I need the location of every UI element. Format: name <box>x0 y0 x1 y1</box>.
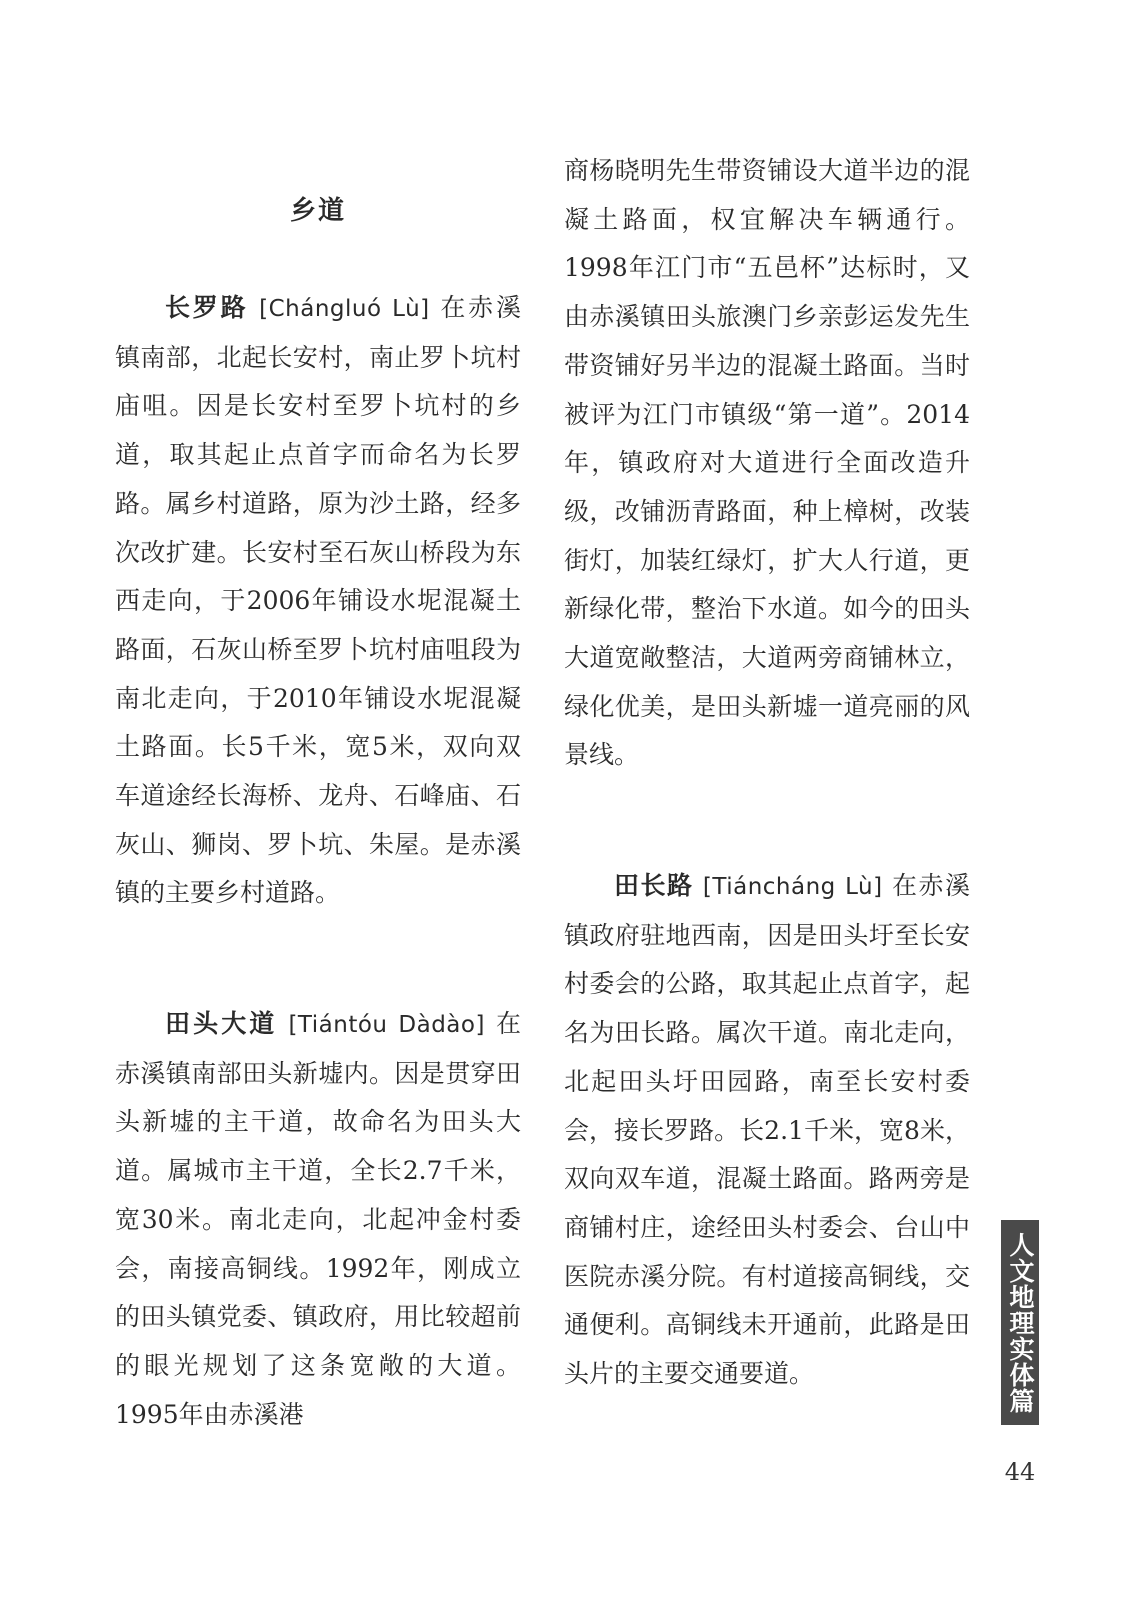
entry-name: 田头大道 <box>165 1009 278 1038</box>
entry-body: 在赤溪镇南部，北起长安村，南止罗卜坑村庙咀。因是长安村至罗卜坑村的乡道，取其起止点首字而命名为长罗路。属乡村道路，原为沙土路，经多次改扩建。长安村至石灰山桥段为东西走向，于2006年铺设水坭混凝土路面，石灰山桥至罗卜坑村庙咀段为南北走向，于2010年铺设水坭混凝土路面。长5千米，宽5米，双向双车道途经长海桥、龙舟、石峰庙、石灰山、狮岗、罗卜坑、朱屋。是赤溪镇的主要乡村道路。 <box>115 293 521 908</box>
entry-pinyin: [Chángluó Lù] <box>259 296 430 322</box>
chapter-side-tab: 人文地理实体篇 <box>1001 1220 1039 1425</box>
entry-body: 在赤溪镇南部田头新墟内。因是贯穿田头新墟的主干道，故命名为田头大道。属城市主干道，全长2.7千米，宽30米。南北走向，北起冲金村委会，南接高铜线。1992年，刚成立的田头镇党委、镇政府，用比较超前的眼光规划了这条宽敞的大道。1995年由赤溪港 <box>115 1009 521 1429</box>
entry-pinyin: [Tiáncháng Lù] <box>702 874 883 900</box>
entry-tiantou-continued <box>564 147 970 780</box>
entry-tiantou <box>115 1000 521 1439</box>
entry-pinyin: [Tiántóu Dàdào] <box>288 1012 485 1038</box>
entry-body: 在赤溪镇政府驻地西南，因是田头圩至长安村委会的公路，取其起止点首字，起名为田长路。属次干道。南北走向，北起田头圩田园路，南至长安村委会，接长罗路。长2.1千米，宽8米，双向双车道，混凝土路面。路两旁是商铺村庄，途经田头村委会、台山中医院赤溪分院。有村道接高铜线，交通便利。高铜线未开通前，此路是田头片的主要交通要道。 <box>564 871 970 1389</box>
entry-name: 田长路 <box>614 871 694 900</box>
entry-changluo <box>115 284 521 918</box>
page-number: 44 <box>1004 1458 1036 1486</box>
entry-body-continued: 商杨晓明先生带资铺设大道半边的混凝土路面，权宜解决车辆通行。1998年江门市“五邑杯”达标时，又由赤溪镇田头旅澳门乡亲彭运发先生带资铺好另半边的混凝土路面。当时被评为江门市镇级“第一道”。2014年，镇政府对大道进行全面改造升级，改铺沥青路面，种上樟树，改装街灯，加装红绿灯，扩大人行道，更新绿化带，整治下水道。如今的田头大道宽敞整洁，大道两旁商铺林立，绿化优美，是田头新墟一道亮丽的风景线。 <box>564 156 970 770</box>
section-title: 乡道 <box>289 196 346 226</box>
entry-name: 长罗路 <box>165 293 249 322</box>
entry-tianchang <box>564 862 970 1399</box>
